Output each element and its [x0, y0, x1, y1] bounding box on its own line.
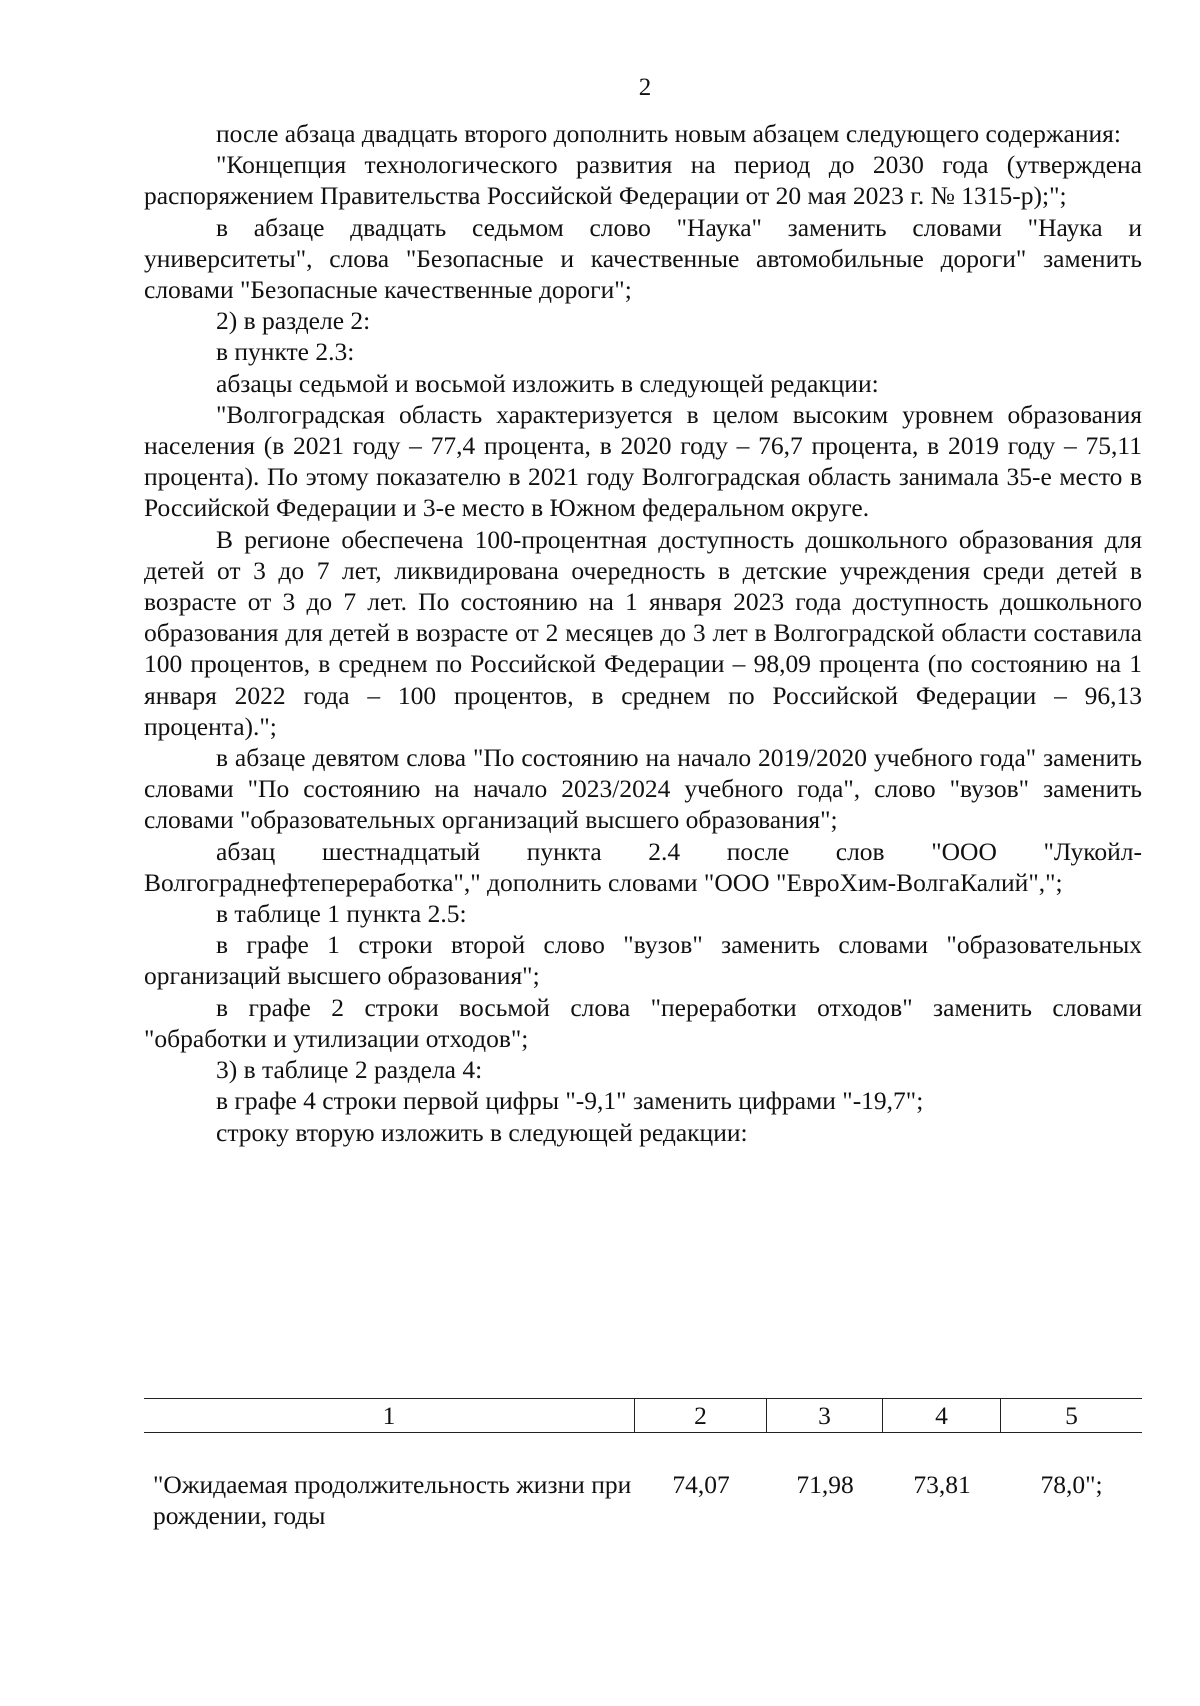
document-body: [144, 118, 1142, 1148]
paragraph: в пункте 2.3:: [216, 337, 355, 367]
paragraph: абзацы седьмой и восьмой изложить в следующей редакции:: [216, 368, 879, 398]
paragraph: 2) в разделе 2:: [216, 306, 371, 336]
table-cell-value: 71,98: [796, 1470, 854, 1499]
table-header-row: [144, 1398, 1142, 1433]
table-header-cell: 3: [767, 1399, 883, 1432]
table-header-cell: 5: [1065, 1401, 1078, 1430]
paragraph: абзац шестнадцатый пункта 2.4 после слов "ООО "Лукойл-Волгограднефтепереработка"," дополнить словами "ООО "ЕвроХим-ВолгаКалий",";: [144, 836, 1142, 897]
table-header-cell: 2: [635, 1399, 767, 1432]
table-cell-indicator: "Ожидаемая продолжительность жизни при рождении, годы: [153, 1470, 632, 1530]
paragraph: в абзаце девятом слова "По состоянию на начало 2019/2020 учебного года" заменить словами "По состоянию на начало 2023/2024 учебного года", слово "вузов" заменить словами "образовательных организаций высшего образования";: [144, 743, 1142, 835]
paragraph: строку вторую изложить в следующей редакции:: [216, 1117, 748, 1147]
paragraph: "Волгоградская область характеризуется в целом высоким уровнем образования населения (в 2021 году – 77,4 процента, в 2020 году – 76,7 процента, в 2019 году – 75,11 процента). По этому показателю в 2021 году Волгоградская область занимала 35-е место в Российской Федерации и 3-е место в Южном федеральном округе.: [144, 399, 1142, 523]
paragraph: в графе 2 строки восьмой слова "переработки отходов" заменить словами "обработки и утилизации отходов";: [144, 992, 1142, 1053]
table-cell-value: 73,81: [913, 1470, 971, 1499]
table-cell-value: 78,0";: [1040, 1470, 1103, 1499]
paragraph: 3) в таблице 2 раздела 4:: [216, 1055, 483, 1085]
table-header-cell: 4: [883, 1399, 1001, 1432]
table-header-cell: 1: [144, 1399, 635, 1432]
page-number: 2: [638, 74, 652, 101]
paragraph: после абзаца двадцать второго дополнить новым абзацем следующего содержания:: [216, 119, 1121, 148]
paragraph: в абзаце двадцать седьмом слово "Наука" заменить словами "Наука и университеты", слова "Безопасные и качественные автомобильные дороги" заменить словами "Безопасные качественные дороги";: [144, 212, 1142, 305]
paragraph: "Концепция технологического развития на период до 2030 года (утверждена распоряжением Правительства Российской Федерации от 20 мая 2023 г. № 1315-р);";: [144, 150, 1142, 211]
paragraph: в графе 1 строки второй слово "вузов" заменить словами "образовательных организаций высшего образования";: [144, 930, 1142, 991]
table-cell-value: 74,07: [672, 1470, 730, 1499]
paragraph: В регионе обеспечена 100-процентная доступность дошкольного образования для детей от 3 до 7 лет, ликвидирована очередность в детские учреждения среди детей в возрасте от 3 до 7 лет. По состоянию на 1 января 2023 года доступность дошкольного образования для детей в возрасте от 2 месяцев до 3 лет в Волгоградской области составила 100 процентов, в среднем по Российской Федерации – 98,09 процента (по состоянию на 1 января 2022 года – 100 процентов, в среднем по Российской Федерации – 96,13 процента).";: [144, 524, 1142, 741]
paragraph: в таблице 1 пункта 2.5:: [216, 899, 467, 929]
indicator-table: [144, 1398, 1142, 1531]
paragraph: в графе 4 строки первой цифры "-9,1" заменить цифрами "-19,7";: [216, 1086, 924, 1116]
table-row: [144, 1469, 1142, 1531]
